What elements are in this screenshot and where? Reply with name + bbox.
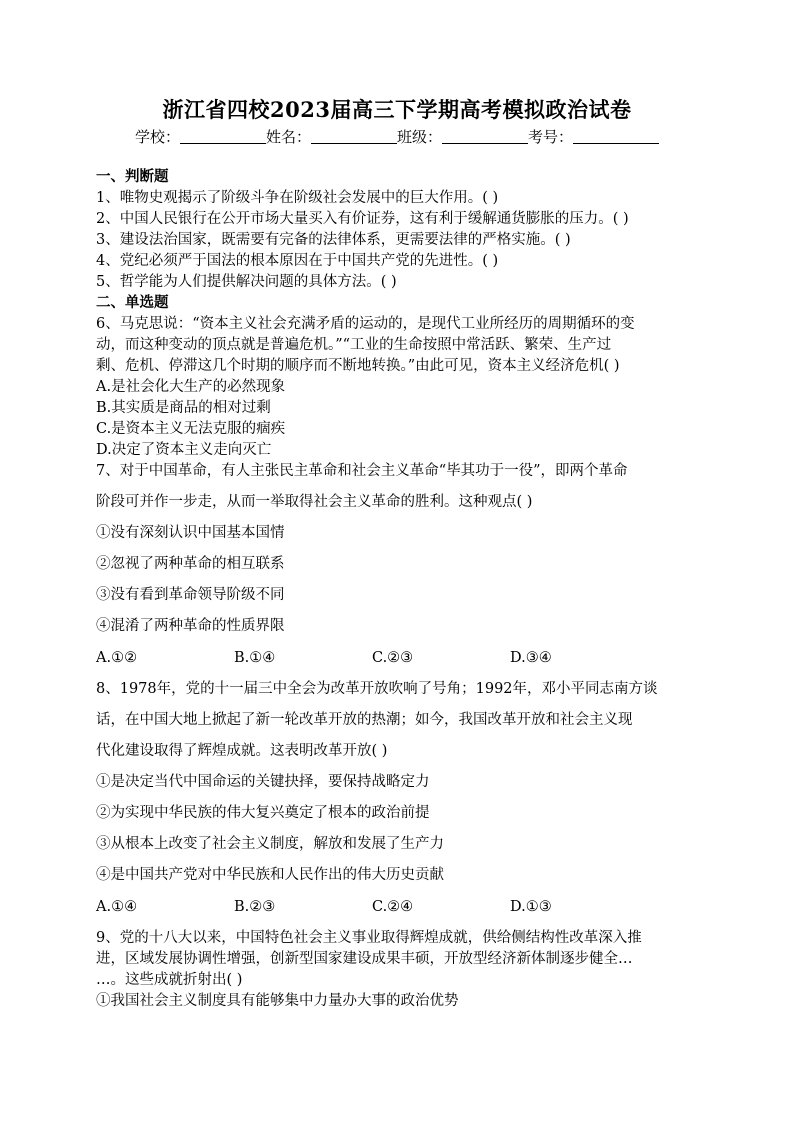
question-6-option-d: D.决定了资本主义走向灭亡 [96,442,272,458]
question-7-option-a: A.①② [96,650,138,666]
question-8-line: 代化建设取得了辉煌成就。这表明改革开放( ) [96,743,388,759]
question-7-statement: ①没有深刻认识中国基本国情 [96,525,285,541]
class-label: 班级： [397,128,443,146]
question-8-statement: ④是中国共产党对中华民族和人民作出的伟大历史贡献 [96,867,444,883]
question-6-line: 动，而这种变动的顶点就是普遍危机。”“工业的生命按照中常活跃、繁荣、生产过 [96,337,612,353]
question-7-line: 阶段可并作一步走，从而一举取得社会主义革命的胜利。这种观点( ) [96,494,533,510]
school-label: 学校： [134,128,180,146]
section-heading-single-choice: 二、单选题 [96,294,169,311]
name-label: 姓名： [265,128,311,146]
question-8-option-d: D.①③ [510,899,552,915]
number-blank[interactable] [573,129,659,144]
school-blank[interactable] [180,129,266,144]
question-6-option-a: A.是社会化大生产的必然现象 [96,379,286,395]
question-2: 2、中国人民银行在公开市场大量买入有价证券，这有利于缓解通货膨胀的压力。( ) [96,211,629,227]
question-6-line: 剩、危机、停滞这几个时期的顺序而不断地转换。”由此可见，资本主义经济危机( ) [96,358,620,374]
question-6-option-b: B.其实质是商品的相对过剩 [96,400,271,416]
name-blank[interactable] [311,129,397,144]
question-8-option-c: C.②④ [372,899,414,915]
question-8-statement: ②为实现中华民族的伟大复兴奠定了根本的政治前提 [96,805,430,821]
question-9-line: 进，区域发展协调性增强，创新型国家建设成果丰硕，开放型经济新体制逐步健全… [96,951,633,967]
question-9-line: 9、党的十八大以来，中国特色社会主义事业取得辉煌成就，供给侧结构性改革深入推 [96,930,642,946]
section-heading-judgement: 一、判断题 [96,168,169,185]
class-blank[interactable] [442,129,528,144]
question-7-option-b: B.①④ [234,650,276,666]
question-9-line: …。这些成就折射出( ) [96,972,243,988]
question-7-option-d: D.③④ [510,650,552,666]
number-label: 考号： [528,128,574,146]
question-7-statement: ④混淆了两种革命的性质界限 [96,618,285,634]
page-title: 浙江省四校2023届高三下学期高考模拟政治试卷 [162,97,632,122]
question-1: 1、唯物史观揭示了阶级斗争在阶级社会发展中的巨大作用。( ) [96,190,499,206]
student-info-row [0,126,794,147]
question-6-option-c: C.是资本主义无法克服的痼疾 [96,421,286,437]
question-7-line: 7、对于中国革命，有人主张民主革命和社会主义革命“毕其功于一役”，即两个革命 [96,463,628,479]
question-6-line: 6、马克思说：“资本主义社会充满矛盾的运动的，是现代工业所经历的周期循环的变 [96,316,635,332]
question-8-statement: ①是决定当代中国命运的关键抉择，要保持战略定力 [96,774,430,790]
question-8-option-b: B.②③ [234,899,276,915]
question-7-statement: ③没有看到革命领导阶级不同 [96,587,285,603]
question-5: 5、哲学能为人们提供解决问题的具体方法。( ) [96,274,397,290]
question-7-option-c: C.②③ [372,650,414,666]
question-8-line: 话，在中国大地上掀起了新一轮改革开放的热潮；如今，我国改革开放和社会主义现 [96,712,633,728]
question-7-statement: ②忽视了两种革命的相互联系 [96,556,285,572]
question-4: 4、党纪必须严于国法的根本原因在于中国共产党的先进性。( ) [96,253,499,269]
question-8-option-a: A.①④ [96,899,138,915]
question-8-statement: ③从根本上改变了社会主义制度，解放和发展了生产力 [96,836,444,852]
question-3: 3、建设法治国家，既需要有完备的法律体系，更需要法律的严格实施。( ) [96,232,571,248]
question-9-statement: ①我国社会主义制度具有能够集中力量办大事的政治优势 [96,993,459,1009]
question-8-line: 8、1978年，党的十一届三中全会为改革开放吹响了号角；1992年，邓小平同志南方谈 [96,681,658,697]
